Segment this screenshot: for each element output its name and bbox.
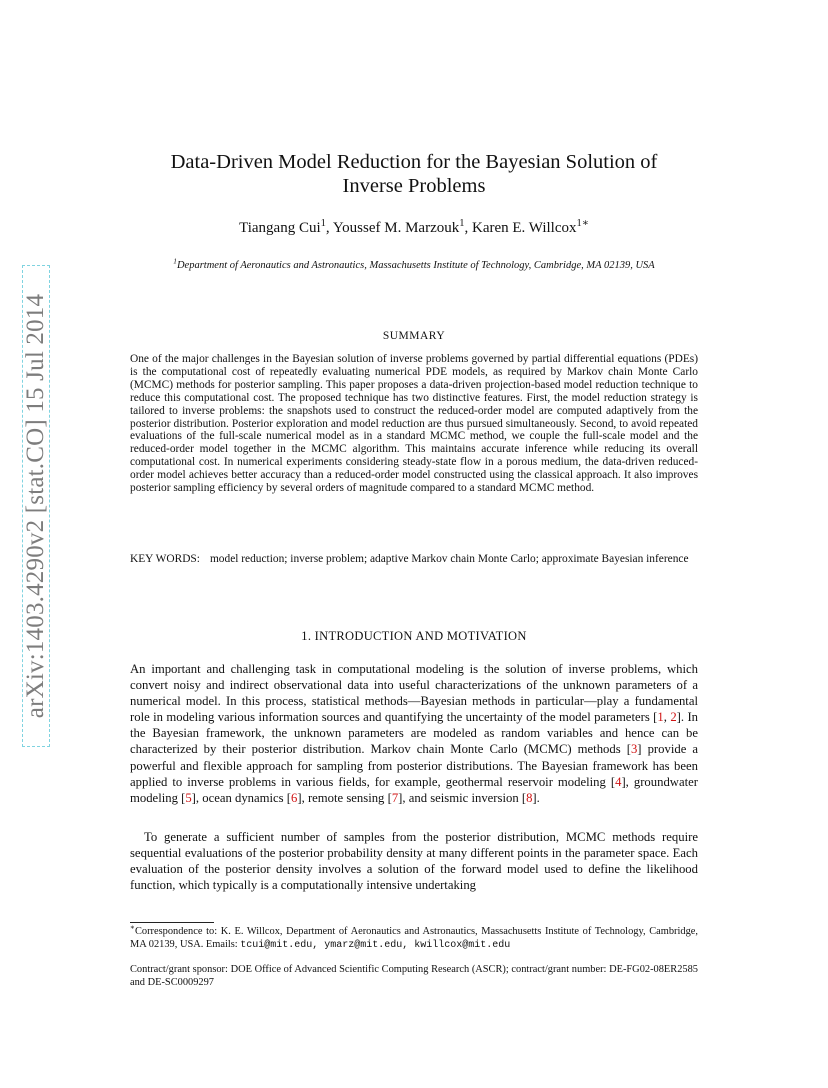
author-mark: 1 [459,218,465,229]
author-name: Tiangang Cui [239,220,321,236]
keywords-text: model reduction; inverse problem; adaptive Markov chain Monte Carlo; approximate Bayesian inference [209,553,689,565]
arxiv-sidebar-stamp [22,265,50,747]
citation-link[interactable]: 3 [630,742,638,757]
footnote-rule [130,922,214,923]
paragraph-text: An important and challenging task in computational modeling is the solution of inverse problems, which convert noisy and indirect observational data into useful characterizations of the unknown parameters of a numerical model. In this process, statistical methods—Bayesian methods in particular—play a fundamental role in modeling various information sources and quantifying the uncertainty of the model parameters [ [130,662,698,725]
citation-link[interactable]: 4 [615,774,622,789]
keywords-label: KEY WORDS: [130,553,200,565]
author-separator: , [464,220,472,236]
email-list[interactable]: tcui@mit.edu, ymarz@mit.edu, kwillcox@mit.edu [240,939,511,951]
citation-link[interactable]: 6 [291,790,298,805]
intro-paragraph-2: To generate a sufficient number of samples from the posterior distribution, MCMC methods require sequential evaluations of the posterior probability density at many different points in the parameter space. Each evaluation of the posterior density involves a solution of the forward model used to define the likelihood function, which typically is a computationally intensive undertaking [130,830,698,893]
intro-paragraph-1 [130,661,698,806]
section-heading: 1. INTRODUCTION AND MOTIVATION [301,629,527,643]
author-name: Karen E. Willcox [472,220,577,236]
title-line-1: Data-Driven Model Reduction for the Bayesian Solution of [170,151,658,173]
citation-link[interactable]: 7 [391,790,399,805]
sponsor-footnote: Contract/grant sponsor: DOE Office of Advanced Scientific Computing Research (ASCR); contract/grant number: DE-FG02-08ER2585 and DE-SC0009297 [130,964,698,988]
paragraph-text: ], ocean dynamics [ [191,790,292,805]
affiliation-text: Department of Aeronautics and Astronautics, Massachusetts Institute of Technology, Cambridge, MA 02139, USA [176,260,655,271]
affiliation-mark: 1 [173,256,177,266]
paragraph-text: ], remote sensing [ [297,790,392,805]
citation-link[interactable]: 1 [657,710,664,725]
summary-heading: SUMMARY [382,330,446,342]
paragraph-text: ], and seismic inversion [ [398,790,527,805]
keywords [130,552,698,566]
author-mark: 1∗ [576,218,589,229]
author-list [130,220,698,237]
author-name: Youssef M. Marzouk [332,220,460,236]
correspondence-footnote [130,923,698,952]
summary-text: One of the major challenges in the Bayesian solution of inverse problems governed by partial differential equations (PDEs) is the computational cost of repeatedly evaluating numerical PDE models, as required by Markov chain Monte Carlo (MCMC) methods for posterior sampling. This paper proposes a data-driven projection-based model reduction technique to reduce this computational cost. The proposed technique has two distinctive features. First, the model reduction strategy is tailored to inverse problems: the snapshots used to construct the reduced-order model are computed adaptively from the posterior distribution. Posterior exploration and model reduction are thus pursued simultaneously. Second, to avoid repeated evaluations of the full-scale numerical model as in a standard MCMC method, we couple the full-scale model and the reduced-order model together in the MCMC algorithm. This maintains accurate inference while reducing its overall computational cost. In numerical experiments considering steady-state flow in a porous medium, the data-driven reduced-order model achieves better accuracy than a reduced-order model constructed using the classical approach. It also improves posterior sampling efficiency by several orders of magnitude compared to a standard MCMC method. [130,353,698,495]
arxiv-id: arXiv:1403.4290v2 [stat.CO] 15 Jul 2014 [22,293,49,719]
paragraph-text: ], groundwater modeling [ [130,774,698,805]
footnote-mark: ∗ [130,923,135,932]
citation-link[interactable]: 8 [526,790,533,805]
title-line-2: Inverse Problems [342,175,486,197]
paragraph-text: ] provide a powerful and flexible approach for sampling from posterior distributions. The Bayesian framework has been applied to inverse problems in various fields, for example, geothermal reservoir modeling [ [130,742,699,789]
paper-title [130,150,698,198]
paragraph-text: , [663,710,671,725]
footnote-text: Correspondence to: K. E. Willcox, Department of Aeronautics and Astronautics, Massachusetts Institute of Technology, Cambridge, MA 02139, USA. Emails: [130,926,698,950]
paragraph-text: ]. [532,790,540,805]
citation-link[interactable]: 5 [185,790,192,805]
affiliation [130,256,698,271]
author-mark: 1 [320,218,326,229]
citation-link[interactable]: 2 [670,710,677,725]
author-separator: , [325,220,333,236]
paragraph-text: ]. In the Bayesian framework, the unknown parameters are modeled as random variables and hence can be characterized by their posterior distribution. Markov chain Monte Carlo (MCMC) methods [ [130,710,699,757]
